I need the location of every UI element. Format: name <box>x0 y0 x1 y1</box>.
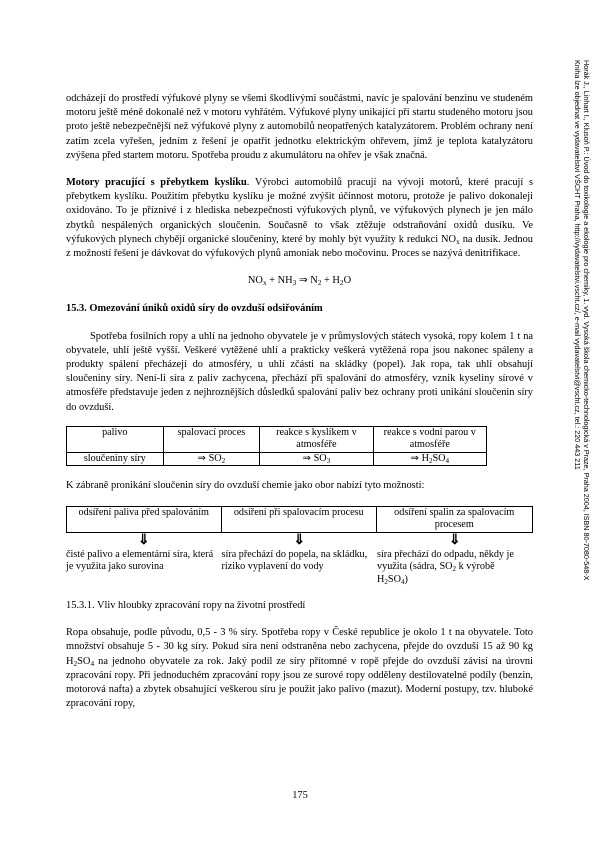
option-title: odsíření spalin za spalovacím procesem <box>377 506 533 533</box>
page-content <box>66 92 533 711</box>
table-cell: ⇒ $SO_2$ <box>163 452 260 466</box>
option-title: odsíření při spalovacím procesu <box>222 506 378 533</box>
table-header-row <box>67 426 487 452</box>
down-arrow-icon: ⇓ <box>293 532 306 548</box>
option-before-combustion <box>66 506 222 587</box>
paragraph-lean-burn <box>66 176 533 261</box>
down-arrow-icon: ⇓ <box>137 532 150 548</box>
denitrification-equation: $NO_x + NH_3$ ⇒ $N_2 + H_2O$ <box>247 275 352 288</box>
lean-burn-heading: Motory pracující s přebytkem kyslíku <box>66 177 247 189</box>
citation-line: Horák J., Linhart I., Klusoň P.: Úvod do toxikologie a ekologie pro chemiky, 1. vyd. Vysoká škola chemicko-technologická v Praze, Praha 2004, ISBN 80-7080-548-X <box>582 60 591 581</box>
page-number: 175 <box>292 790 308 801</box>
side-citation <box>563 60 600 710</box>
table-header: spalovací proces <box>163 426 260 452</box>
subsection-heading: 15.3.1. Vliv hloubky zpracování ropy na životní prostředí <box>66 600 306 612</box>
option-description: čisté palivo a elementární síra, která je využita jako surovina <box>66 548 214 573</box>
table-cell: sloučeniny síry <box>67 452 164 466</box>
down-arrow-icon: ⇓ <box>448 532 461 548</box>
paragraph-fossil-consumption: Spotřeba fosilních ropy a uhlí na jednoho obyvatele je v průmyslových státech vysoká, ropy kolem 1 t na obyvatele, uhlí ještě vyšší. Veškeré vytěžené uhlí a prakticky veškerá vytěžená ropa jsou nakonec spáleny a produkty spálení přecházejí do atmosféry, u uhlí zčásti na skládky (popel). Jak ropa, tak uhlí obsahují sloučeniny síry. Není-li síra z paliv zachycena, přechází při spalování do atmosféry, vznik kyseliny sírové v atmosféře představuje jeden z nejhroznějších důsledků spalování paliv bez ochrany proti unikání sloučenin síry do ovzduší. <box>66 330 533 413</box>
table-cell: ⇒ $H_2SO_4$ <box>373 452 486 466</box>
table-header: reakce s vodní parou v atmosféře <box>373 426 486 452</box>
table-header: palivo <box>67 426 164 452</box>
table-row <box>67 452 487 466</box>
paragraph-crude-oil: Ropa obsahuje, podle původu, 0,5 - 3 % síry. Spotřeba ropy v České republice je okolo 1 t na obyvatele. Toto množství obsahuje 5 - 30 kg síry. Pokud síra není odstraněna nebo zachycena, přejde do ovzduší 15 až 90 kg $H_2SO_4$ na jednoho obyvatele za rok. Jaký podíl ze síry přítomné v ropě přejde do ovzduší závisí na úrovni zpracování ropy. Při jednoduchém zpracování ropy jsou ze surové ropy odděleny destilovatelné podíly (benzin, motorová nafta) a zbytek obsahující veškerou síru je použit jako palivo (mazut). Moderní postupy, tzv. hluboké zpracování ropy, <box>66 627 533 710</box>
table-cell: ⇒ $SO_3$ <box>260 452 373 466</box>
option-title: odsíření paliva před spalováním <box>66 506 222 533</box>
sulfur-reaction-table <box>66 426 487 467</box>
nox-sub: x <box>456 237 460 246</box>
order-info-line: Kniha lze objednat ve vydavatelství VŠCHT Praha, http://vydavatelstvi.vscht.cz/, e-mail vydavatelstvi@vscht.cz, tel.: 220 443 211 <box>572 60 582 470</box>
paragraph-cold-start: odcházejí do prostředí výfukové plyny se všemi škodlivými součástmi, navíc je spalování benzinu ve studeném motoru ještě méně dokonalé než v motoru vyhřátém. Výfukové plyny unikající při startu studeného motoru jsou proto ještě nebezpečnější než výfukové plyny z automobilů neopatřených katalyzátorem. Problém ochrany není zatím zcela vyřešen, jedním z řešení je opatřit jednotku elektrickým ohřevem, jímž je teplota katalyzátoru zvýšena před startem motoru. Spotřeba proudu z akumulátoru na ohřev je však značná. <box>66 93 533 161</box>
lean-burn-text-2: na dusík. Jednou z možností řešení je dávkovat do výfukových plynů amoniak nebo močovinu. Proces se nazývá denitrifikace. <box>66 233 534 260</box>
option-description: síra přechází do odpadu, někdy je využita (sádra, $SO_2$ k výrobě $H_2SO_4$) <box>377 548 514 586</box>
option-description: síra přechází do popela, na skládku, riziko vyplavení do vody <box>221 548 368 573</box>
option-during-combustion <box>222 506 378 587</box>
desulfurization-options <box>66 506 533 587</box>
table-header: reakce s kyslíkem v atmosféře <box>260 426 373 452</box>
section-heading: 15.3. Omezování úniků oxidů síry do ovzduší odsiřováním <box>66 303 323 315</box>
option-after-combustion <box>377 506 533 587</box>
lean-burn-text: . Výrobci automobilů pracují na vývoji motorů, které pracují s přebytkem kyslíku. Použitím přebytku kyslíku je možné zvýšit účinnost motoru, protože je palivo dokonaleji oxidováno. To je příznivé i z hlediska nebezpečnosti výfukových plynů, ve výfukových plynech je jen málo zbytků nespálených organických sloučenin. Současně to však ztěžuje odstraňování oxidů dusíku. Ve výfukových plynech chybějí organické sloučeniny, které by mohly být využity k redukci NO <box>66 177 533 245</box>
paragraph-options-intro: K zábraně pronikání sloučenin síry do ovzduší chemie jako obor nabízí tyto možnosti: <box>66 480 425 492</box>
